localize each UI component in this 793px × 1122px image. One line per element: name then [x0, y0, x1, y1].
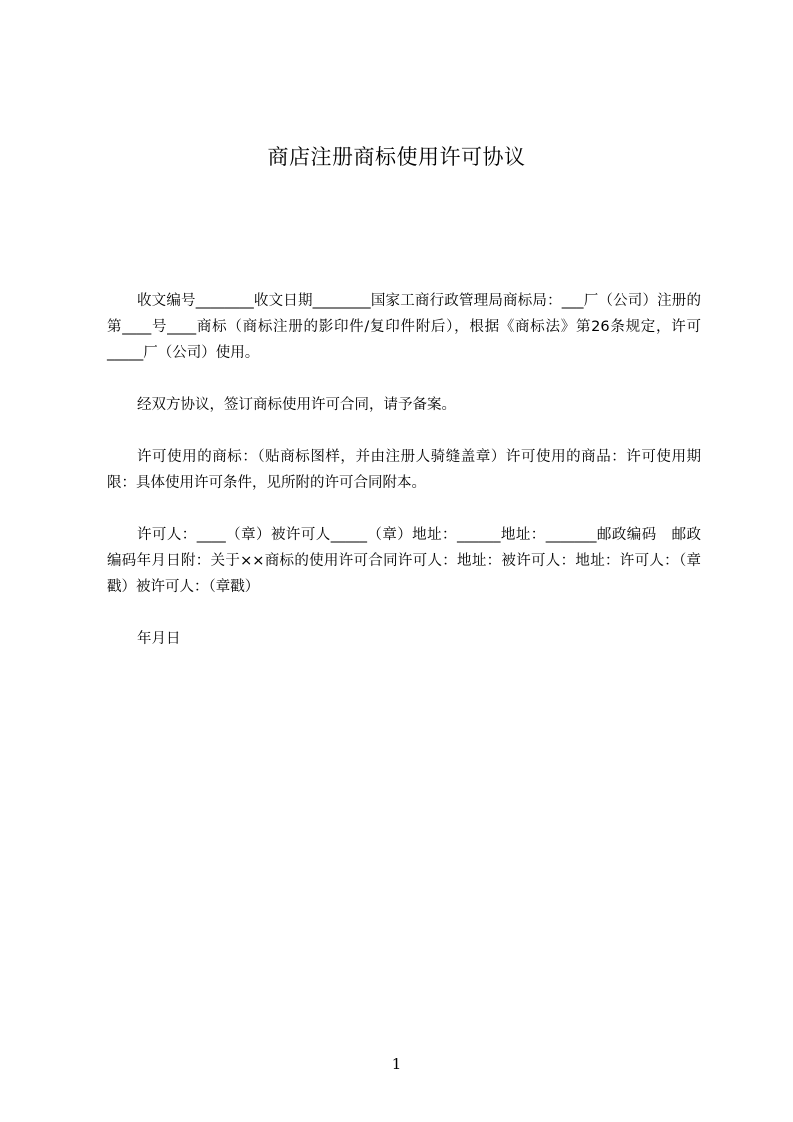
document-title: 商店注册商标使用许可协议 — [267, 145, 526, 169]
paragraph-receipt-info: 收文编号________收文日期________国家工商行政管理局商标局：___厂（公司）注册的第____号____商标（商标注册的影印件/复印件附后），根据《商标法》第26条规定，许可_____厂（公司）使用。 — [107, 293, 701, 361]
document-body — [107, 288, 701, 678]
paragraph-date: 年月日 — [137, 631, 181, 647]
paragraph-parties: 许可人：____（章）被许可人_____（章）地址：______地址：_______邮政编码 邮政编码年月日附：关于××商标的使用许可合同许可人：地址：被许可人：地址：许可人：（章戳）被许可人：（章戳） — [107, 527, 701, 595]
paragraph-license-terms: 许可使用的商标：（贴商标图样，并由注册人骑缝盖章）许可使用的商品：许可使用期限：具体使用许可条件，见所附的许可合同附本。 — [107, 449, 701, 491]
paragraph-agreement: 经双方协议，签订商标使用许可合同，请予备案。 — [137, 397, 456, 413]
page-number: 1 — [391, 1055, 402, 1073]
